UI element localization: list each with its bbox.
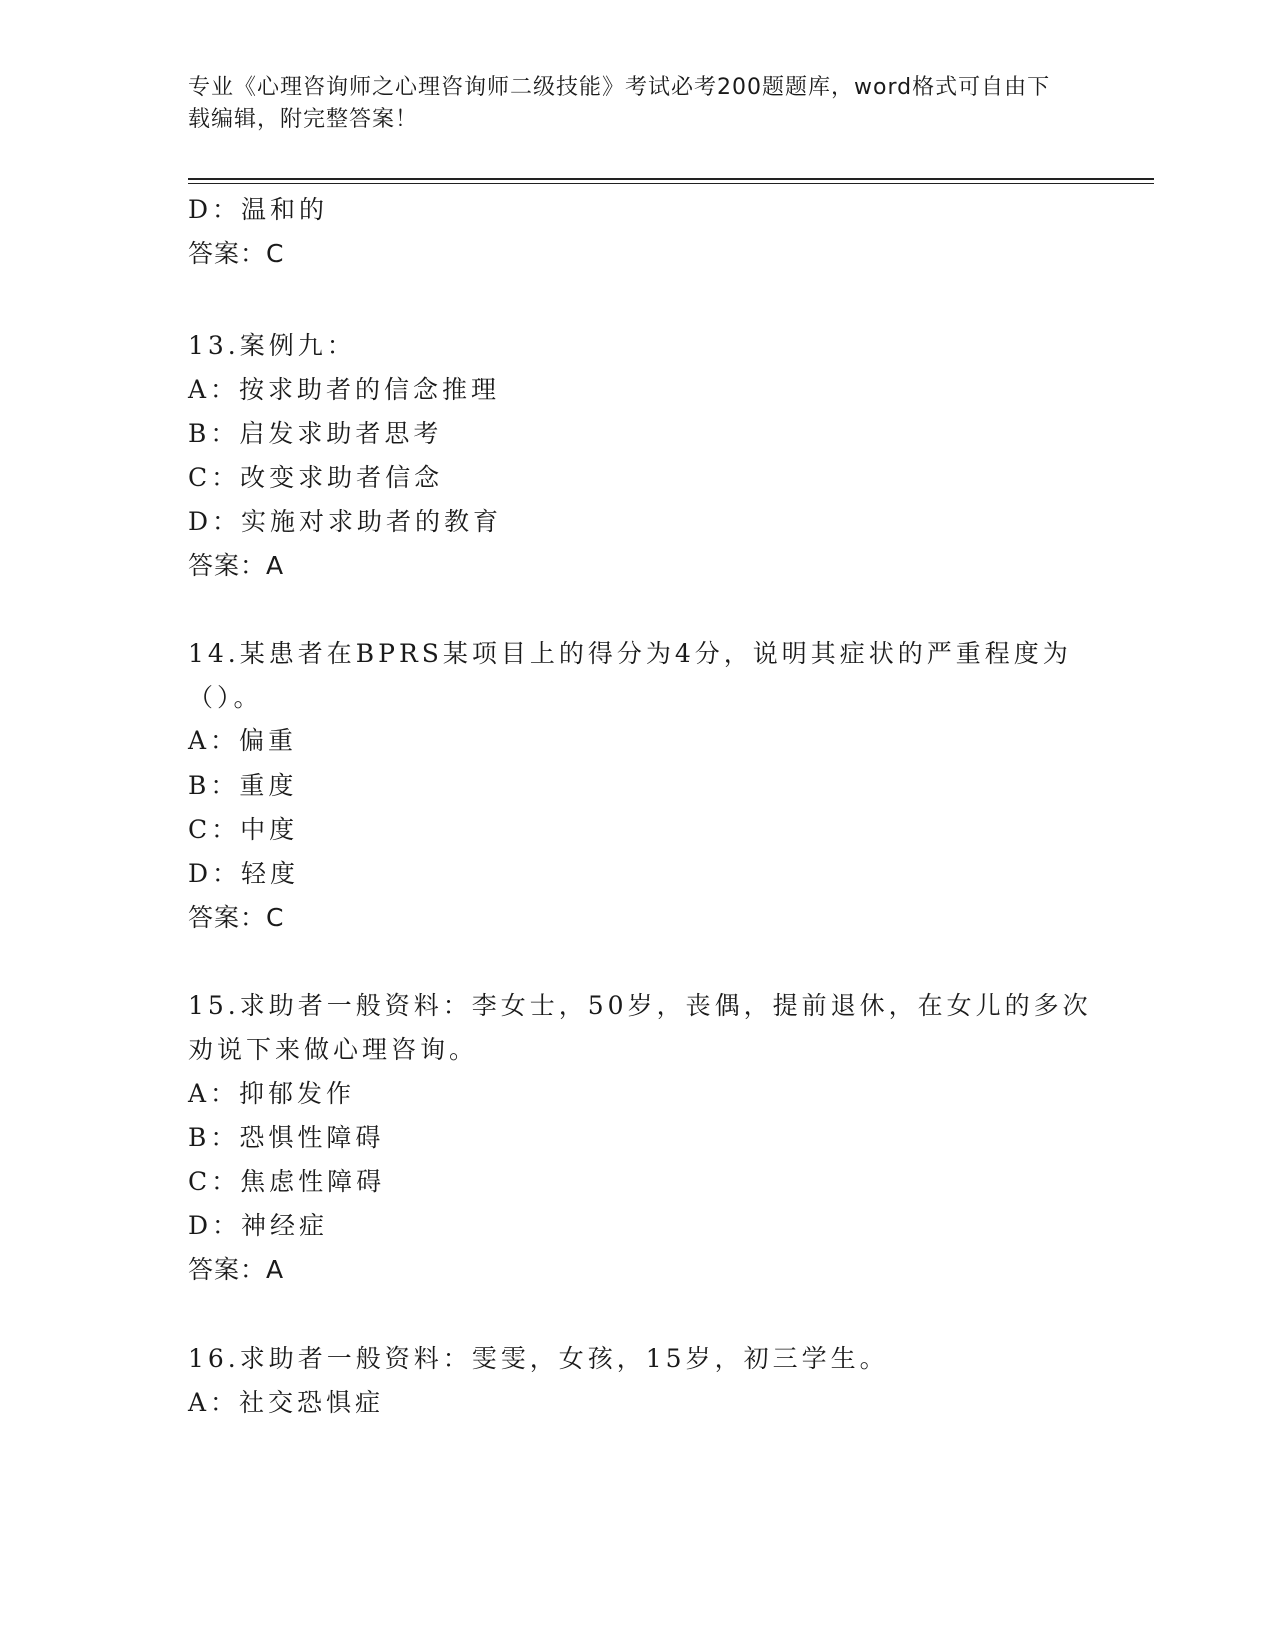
question-15-continued: 劝说下来做心理咨询。 — [188, 1035, 479, 1064]
option-c-q14: C：中度 — [188, 815, 299, 844]
option-d-q14: D：轻度 — [188, 859, 300, 888]
answer-q12: 答案：C — [188, 239, 285, 268]
answer-q15: 答案：A — [188, 1255, 285, 1284]
header-divider-thin — [188, 183, 1154, 184]
option-c-q13: C：改变求助者信念 — [188, 463, 444, 492]
header-divider-thick — [188, 178, 1154, 180]
option-d-q13: D：实施对求助者的教育 — [188, 507, 503, 536]
question-16: 16.求助者一般资料：雯雯，女孩，15岁，初三学生。 — [188, 1344, 889, 1373]
question-15: 15.求助者一般资料：李女士，50岁，丧偶，提前退休，在女儿的多次 — [188, 991, 1092, 1020]
option-b-q14: B：重度 — [188, 771, 298, 800]
document-header — [188, 72, 1068, 136]
question-14-continued: （）。 — [188, 683, 263, 712]
header-title: 专业《心理咨询师之心理咨询师二级技能》考试必考200题题库，word格式可自由下载编辑，附完整答案！ — [188, 75, 1051, 132]
option-a-q14: A：偏重 — [188, 726, 298, 755]
option-d-q12: D：温和的 — [188, 195, 329, 224]
answer-q13: 答案：A — [188, 551, 285, 580]
option-d-q15: D：神经症 — [188, 1211, 329, 1240]
answer-q14: 答案：C — [188, 903, 285, 932]
option-b-q13: B：启发求助者思考 — [188, 419, 443, 448]
option-b-q15: B：恐惧性障碍 — [188, 1123, 385, 1152]
option-c-q15: C：焦虑性障碍 — [188, 1167, 386, 1196]
question-13: 13.案例九： — [188, 331, 356, 360]
option-a-q15: A：抑郁发作 — [188, 1079, 356, 1108]
question-14: 14.某患者在BPRS某项目上的得分为4分，说明其症状的严重程度为 — [188, 639, 1072, 668]
option-a-q13: A：按求助者的信念推理 — [188, 375, 501, 404]
option-a-q16: A：社交恐惧症 — [188, 1388, 385, 1417]
